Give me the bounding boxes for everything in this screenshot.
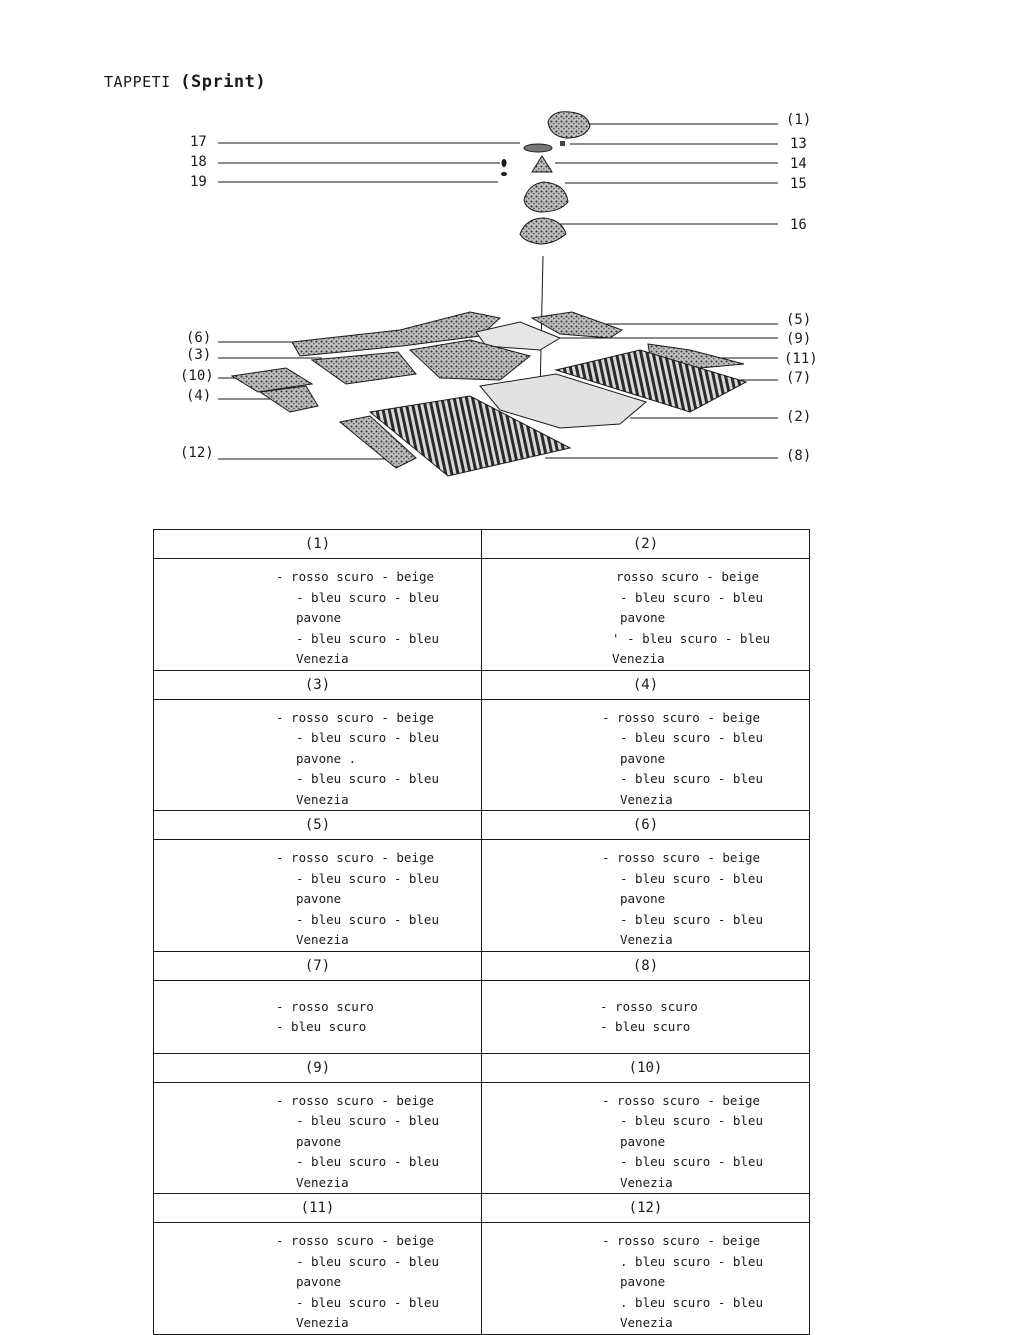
table-header-row <box>154 811 810 840</box>
part-label: (9) <box>154 1053 482 1082</box>
part-label: (6) <box>482 811 810 840</box>
color-cell <box>482 840 810 952</box>
callout-14: 14 <box>790 156 807 172</box>
title-subtitle: (Sprint) <box>180 72 267 92</box>
color-line: - rosso scuro - beige <box>276 1092 435 1108</box>
callout-8: (8) <box>786 448 812 464</box>
part-label: (11) <box>154 1194 482 1223</box>
table-row <box>154 1082 810 1194</box>
color-line: . bleu scuro - bleu pavone <box>620 1253 763 1289</box>
part-label: (1) <box>154 530 482 559</box>
callout-12: (12) <box>180 445 214 461</box>
color-line: . bleu scuro - bleu Venezia <box>620 1294 763 1330</box>
part-16-shape <box>520 218 566 244</box>
callout-15: 15 <box>790 176 807 192</box>
color-line: - bleu scuro - bleu pavone . <box>296 730 439 766</box>
color-cell <box>482 1223 810 1335</box>
part-label: (8) <box>482 951 810 980</box>
exploded-parts-diagram <box>0 100 1024 500</box>
part-13-shape <box>560 141 565 146</box>
color-line: - rosso scuro - beige <box>602 1233 761 1248</box>
part-15-shape <box>524 182 568 212</box>
callout-16: 16 <box>790 217 807 233</box>
color-line: - bleu scuro - bleu pavone <box>296 870 439 906</box>
color-cell <box>482 1082 810 1194</box>
table-row <box>154 980 810 1053</box>
callout-2: (2) <box>786 409 812 425</box>
callout-3: (3) <box>186 347 212 363</box>
table-header-row <box>154 951 810 980</box>
part-label: (4) <box>482 670 810 699</box>
color-line: - bleu scuro - bleu Venezia <box>296 1154 439 1190</box>
part-14-shape <box>532 156 552 172</box>
color-line: - rosso scuro - beige <box>602 1092 761 1108</box>
color-line: - rosso scuro - beige <box>276 850 435 865</box>
color-line: ' - bleu scuro - bleu Venezia <box>612 630 771 666</box>
table-header-row <box>154 1053 810 1082</box>
part-17-shape <box>524 144 552 152</box>
title-text: TAPPETI <box>104 73 171 91</box>
mat-3-shape <box>312 352 416 384</box>
color-line: - bleu scuro - bleu Venezia <box>620 771 763 807</box>
color-line: - bleu scuro - bleu pavone <box>620 1113 763 1149</box>
color-line: - bleu scuro - bleu Venezia <box>296 771 439 807</box>
color-cell <box>154 1082 482 1194</box>
part-label: (12) <box>482 1194 810 1223</box>
table-header-row <box>154 1194 810 1223</box>
color-line: - rosso scuro - beige <box>276 569 435 584</box>
table-row <box>154 559 810 671</box>
color-cell <box>154 699 482 811</box>
color-cell <box>154 980 482 1053</box>
color-line: - bleu scuro <box>276 1019 367 1034</box>
part-label: (5) <box>154 811 482 840</box>
color-line: - bleu scuro - bleu pavone <box>296 1113 439 1149</box>
part-label: (7) <box>154 951 482 980</box>
color-cell <box>154 840 482 952</box>
table-row <box>154 840 810 952</box>
color-line: - bleu scuro - bleu pavone <box>620 589 763 625</box>
part-label: (10) <box>482 1053 810 1082</box>
callout-18: 18 <box>190 154 207 170</box>
color-cell <box>154 559 482 671</box>
color-cell <box>482 980 810 1053</box>
callout-5: (5) <box>786 312 812 328</box>
callout-7: (7) <box>786 370 812 386</box>
color-line: rosso scuro - beige <box>616 569 759 584</box>
color-line: - bleu scuro - bleu Venezia <box>296 911 439 947</box>
callout-11: (11) <box>784 351 818 367</box>
color-cell <box>482 699 810 811</box>
color-line: - bleu scuro - bleu Venezia <box>296 630 439 666</box>
color-line: - rosso scuro <box>276 998 374 1014</box>
table-row <box>154 699 810 811</box>
color-line: - bleu scuro - bleu pavone <box>620 870 763 906</box>
color-line: - rosso scuro - beige <box>602 709 761 725</box>
color-line: - bleu scuro - bleu pavone <box>620 730 763 766</box>
color-line: - bleu scuro - bleu Venezia <box>296 1294 439 1330</box>
part-18-shape <box>502 159 507 167</box>
color-line: - rosso scuro - beige <box>276 1233 435 1248</box>
table-header-row <box>154 670 810 699</box>
page-title <box>104 72 266 92</box>
color-line: - bleu scuro - bleu Venezia <box>620 911 763 947</box>
color-cell <box>154 1223 482 1335</box>
callout-13: 13 <box>790 136 807 152</box>
callout-6: (6) <box>186 330 212 346</box>
part-label: (2) <box>482 530 810 559</box>
part-label: (3) <box>154 670 482 699</box>
part-1-shape <box>548 112 590 138</box>
color-line: - bleu scuro - bleu pavone <box>296 1253 439 1289</box>
callout-17: 17 <box>190 134 207 150</box>
color-line: - rosso scuro - beige <box>602 850 761 865</box>
color-cell <box>482 559 810 671</box>
color-line: - rosso scuro <box>600 998 698 1014</box>
callout-9: (9) <box>786 331 812 347</box>
color-line: - bleu scuro - bleu Venezia <box>620 1154 763 1190</box>
color-line: - rosso scuro - beige <box>276 709 435 725</box>
table-row <box>154 1223 810 1335</box>
table-header-row <box>154 530 810 559</box>
part-19-shape <box>501 172 507 176</box>
callout-1: (1) <box>786 112 812 128</box>
callout-4: (4) <box>186 388 212 404</box>
color-line: - bleu scuro - bleu pavone <box>296 589 439 625</box>
color-line: - bleu scuro <box>600 1019 691 1034</box>
color-variants-table <box>153 529 810 1335</box>
callout-19: 19 <box>190 174 207 190</box>
callout-10: (10) <box>180 368 214 384</box>
